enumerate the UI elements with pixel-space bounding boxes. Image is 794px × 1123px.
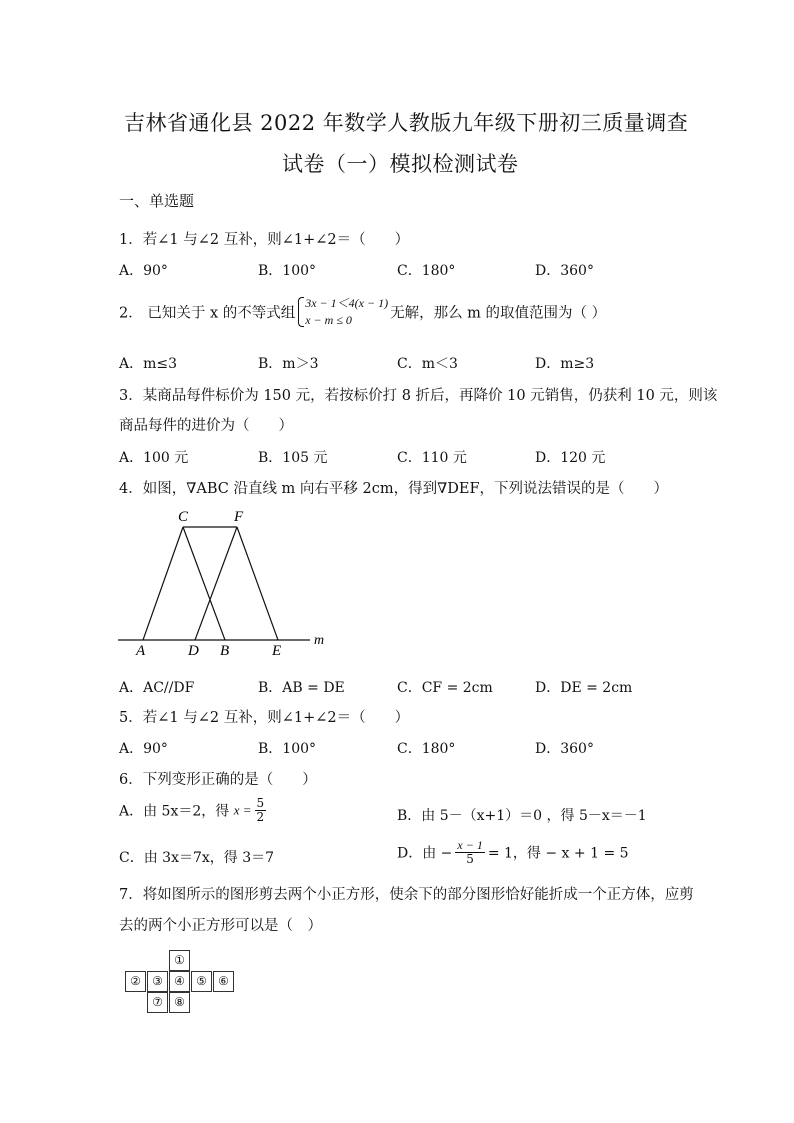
inequality-2: x − m ≤ 0 — [305, 313, 352, 327]
section-heading: 一、单选题 — [119, 192, 195, 210]
fraction-denominator: 2 — [256, 810, 265, 824]
net-cell-7: ⑦ — [147, 992, 168, 1013]
question-6-option-d — [397, 839, 629, 866]
inequality-system — [297, 295, 388, 329]
question-3-option-c: C．110 元 — [397, 450, 467, 466]
fraction-numerator: x − 1 — [457, 838, 483, 852]
question-5-option-d: D．360° — [535, 741, 594, 757]
question-6-option-b: B．由 5－（x+1）＝0 ，得 5－x＝－1 — [397, 808, 647, 824]
label-c: C — [178, 509, 189, 525]
net-cell-1: ① — [169, 950, 190, 971]
question-2-prefix: 2． 已知关于 x 的不等式组 — [119, 305, 296, 322]
question-7-line-2: 去的两个小正方形可以是（ ） — [119, 918, 322, 934]
net-cell-3: ③ — [147, 971, 168, 992]
question-4-option-d: D．DE = 2cm — [535, 680, 633, 696]
option-d-fraction — [455, 839, 484, 866]
question-7-line-1: 7．将如图所示的图形剪去两个小正方形，使余下的部分图形恰好能折成一个正方体，应剪 — [119, 887, 694, 903]
question-1-option-d: D．360° — [535, 263, 594, 279]
question-2-option-a: A．m≤3 — [119, 356, 178, 372]
question-5-stem: 5．若∠1 与∠2 互补，则∠1+∠2＝（ ） — [119, 710, 410, 726]
question-6-option-c: C．由 3x＝7x，得 3＝7 — [119, 850, 275, 866]
net-cell-4: ④ — [169, 971, 190, 992]
question-1-option-b: B．100° — [258, 263, 317, 279]
option-a-text: A．由 5x＝2，得 — [119, 803, 230, 820]
label-e: E — [272, 643, 282, 659]
question-1-option-a: A．90° — [119, 263, 168, 279]
question-2-option-d: D．m≥3 — [535, 356, 595, 372]
question-2-option-c: C．m＜3 — [397, 356, 458, 372]
label-b: B — [220, 643, 230, 659]
option-a-fraction — [255, 797, 267, 824]
label-f: F — [234, 509, 244, 525]
segment-df — [195, 527, 237, 640]
question-4-option-c: C．CF = 2cm — [397, 680, 493, 696]
segment-ac — [143, 527, 183, 640]
net-cell-5: ⑤ — [191, 971, 212, 992]
option-d-text: D．由 − — [397, 845, 453, 862]
question-2-suffix: 无解，那么 m 的取值范围为（ ） — [390, 305, 607, 322]
question-6-option-a — [119, 797, 269, 824]
label-m: m — [314, 633, 325, 648]
segment-cb — [183, 527, 225, 640]
question-4-option-a: A．AC//DF — [119, 680, 195, 696]
inequality-1: 3x − 1＜4(x − 1) — [305, 296, 389, 310]
segment-fe — [237, 527, 278, 640]
option-d-rest: = 1，得 − x + 1 = 5 — [487, 845, 629, 862]
question-3-option-a: A．100 元 — [119, 450, 189, 466]
question-3-option-d: D．120 元 — [535, 450, 606, 466]
cube-net-figure — [125, 950, 235, 1015]
question-1-stem: 1．若∠1 与∠2 互补，则∠1+∠2＝（ ） — [119, 232, 410, 248]
net-cell-6: ⑥ — [213, 971, 234, 992]
label-a: A — [136, 643, 146, 659]
net-cell-2: ② — [125, 971, 146, 992]
question-3-line-1: 3．某商品每件标价为 150 元，若按标价打 8 折后，再降价 10 元销售，仍获利 10 元，则该 — [119, 388, 718, 404]
net-cell-8: ⑧ — [169, 992, 190, 1013]
question-5-option-a: A．90° — [119, 741, 168, 757]
question-3-option-b: B．105 元 — [258, 450, 328, 466]
translation-figure — [110, 505, 340, 660]
page-title-line2: 试卷（一）模拟检测试卷 — [282, 152, 519, 176]
question-4-stem: 4．如图，∇ABC 沿直线 m 向右平移 2cm，得到∇DEF，下列说法错误的是（ ） — [119, 481, 669, 497]
label-d: D — [188, 643, 199, 659]
question-2-option-b: B．m＞3 — [258, 356, 319, 372]
question-3-line-2: 商品每件的进价为（ ） — [119, 418, 293, 434]
fraction-denominator: 5 — [466, 852, 474, 866]
question-6-stem: 6．下列变形正确的是（ ） — [119, 772, 317, 788]
option-a-lhs: x = — [233, 802, 252, 818]
question-4-option-b: B．AB = DE — [258, 680, 345, 696]
page-title-line1: 吉林省通化县 2022 年数学人教版九年级下册初三质量调查 — [124, 111, 689, 135]
fraction-numerator: 5 — [256, 796, 265, 810]
question-5-option-b: B．100° — [258, 741, 317, 757]
question-1-option-c: C．180° — [397, 263, 456, 279]
question-2-stem — [119, 295, 606, 329]
question-5-option-c: C．180° — [397, 741, 456, 757]
